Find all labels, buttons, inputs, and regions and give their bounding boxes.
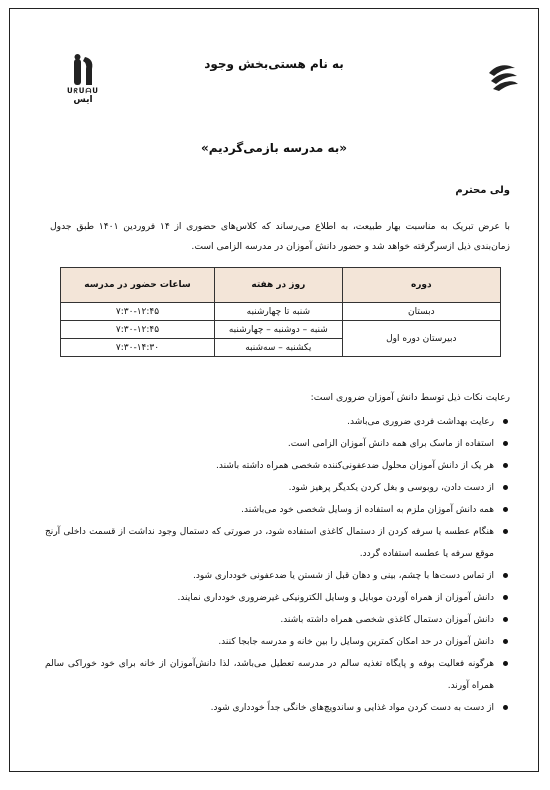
- column-header-period: دوره: [342, 268, 500, 303]
- logo-text-persian: ایس: [73, 95, 93, 105]
- rule-text: استفاده از ماسک برای همه دانش آموزان الزامی است.: [287, 439, 494, 449]
- column-header-hours: ساعات حضور در مدرسه: [61, 268, 215, 303]
- rule-text: دانش آموزان در حد امکان کمترین وسایل را بین خانه و مدرسه جابجا کنند.: [218, 637, 494, 647]
- table-row: [61, 303, 501, 321]
- bullet-icon: [503, 529, 508, 534]
- letter-subject: «به مدرسه بازمی‌گردیم»: [201, 141, 347, 155]
- cell-day: شنبه تا چهارشنبه: [215, 303, 343, 321]
- rule-text: همه دانش آموزان ملزم به استفاده از وسایل شخصی خود می‌باشند.: [241, 505, 494, 515]
- rules-intro: رعایت نکات ذیل توسط دانش آموزان ضروری است:: [310, 392, 510, 403]
- rule-text: از تماس دست‌ها با چشم، بینی و دهان قبل از شستن یا ضدعفونی خودداری شود.: [192, 571, 494, 581]
- cell-hours: ۷:۳۰-۱۲:۴۵: [61, 303, 215, 321]
- letter-page: [9, 8, 539, 772]
- bullet-icon: [503, 485, 508, 490]
- rule-text: از دست دادن، روبوسی و بغل کردن یکدیگر پرهیز شود.: [288, 483, 494, 493]
- rule-text: دانش آموزان از همراه آوردن موبایل و وسایل الکترونیکی غیرضروری خودداری نمایند.: [177, 593, 494, 603]
- bullet-icon: [503, 507, 508, 512]
- cell-period: دبستان: [342, 303, 500, 321]
- bullet-icon: [503, 573, 508, 578]
- salutation: ولی محترم: [455, 185, 510, 196]
- bullet-icon: [503, 639, 508, 644]
- rule-text: دانش آموزان دستمال کاغذی شخصی همراه داشته باشند.: [280, 615, 494, 625]
- cell-day: شنبه – دوشنبه – چهارشنبه: [215, 321, 343, 339]
- intro-paragraph: با عرض تبریک به مناسبت بهار طبیعت، به اطلاع می‌رساند که کلاس‌های حضوری از ۱۴ فروردین ۱۴۰۱ طبق جدول زمان‌بندی ذیل ازسرگرفته خواهد شد و حضور دانش آموزان در مدرسه الزامی است.: [50, 221, 510, 252]
- schedule-table: [60, 267, 501, 357]
- list-item: [45, 499, 510, 521]
- cell-period: دبیرستان دوره اول: [342, 321, 500, 357]
- table-row: [61, 321, 501, 339]
- rules-list: [45, 411, 510, 719]
- header-title: به نام هستی‌بخش وجود: [204, 57, 344, 71]
- rule-text: از دست به دست کردن مواد غذایی و ساندویچ‌های خانگی جداً خودداری شود.: [210, 703, 494, 713]
- rule-text: هنگام عطسه یا سرفه کردن از دستمال کاغذی استفاده شود، در صورتی که دستمال وجود نداشت از قسمت داخلی آرنج موقع سرفه یا عطسه استفاده گردد.: [45, 527, 494, 559]
- table-header-row: [61, 268, 501, 303]
- list-item: [45, 565, 510, 587]
- bullet-icon: [503, 419, 508, 424]
- list-item: [45, 653, 510, 697]
- cell-hours: ۷:۳۰-۱۴:۳۰: [61, 339, 215, 357]
- bullet-icon: [503, 441, 508, 446]
- rule-text: رعایت بهداشت فردی ضروری می‌باشد.: [347, 417, 494, 427]
- bullet-icon: [503, 595, 508, 600]
- bullet-icon: [503, 661, 508, 666]
- rule-text: هر یک از دانش آموزان محلول ضدعفونی‌کننده شخصی همراه داشته باشند.: [215, 461, 494, 471]
- list-item: [45, 455, 510, 477]
- list-item: [45, 697, 510, 719]
- logo-text-latin: ᑌᖇᑌᗩᑌ: [66, 87, 99, 95]
- list-item: [45, 477, 510, 499]
- list-item: [45, 631, 510, 653]
- list-item: [45, 521, 510, 565]
- rule-text: هرگونه فعالیت بوفه و پایگاه تغذیه سالم در مدرسه تعطیل می‌باشد، لذا دانش‌آموزان از خانه برای خود خوراکی سالم همراه آورند.: [45, 659, 494, 691]
- cell-day: یکشنبه – سه‌شنبه: [215, 339, 343, 357]
- cell-hours: ۷:۳۰-۱۲:۴۵: [61, 321, 215, 339]
- list-item: [45, 411, 510, 433]
- bullet-icon: [503, 463, 508, 468]
- list-item: [45, 433, 510, 455]
- bullet-icon: [503, 617, 508, 622]
- bullet-icon: [503, 705, 508, 710]
- list-item: [45, 587, 510, 609]
- column-header-day: روز در هفته: [215, 268, 343, 303]
- list-item: [45, 609, 510, 631]
